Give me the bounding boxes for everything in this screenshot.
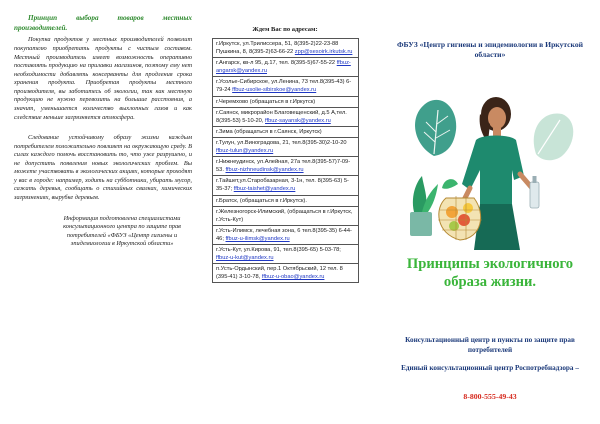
address-cell: [213, 206, 359, 225]
address-cell: [213, 195, 359, 206]
address-row: [213, 77, 359, 96]
monstera-leaf-right: [534, 113, 574, 160]
address-text: г.Усть-Илимск, лечебная зона, 6 тел.8(395-35) 6-44-46;: [216, 227, 352, 242]
address-cell: [213, 264, 359, 283]
address-row: [213, 58, 359, 77]
email-link[interactable]: ffbuz-angarsk@yandex.ru: [216, 60, 351, 75]
email-link[interactable]: ffbuz-u-obao@yandex.ru: [261, 274, 325, 281]
address-cell: [213, 39, 359, 58]
address-row: [213, 225, 359, 244]
address-cell: [213, 107, 359, 126]
email-link[interactable]: ffbuz-u-ilimsk@yandex.ru: [225, 235, 290, 242]
address-row: [213, 264, 359, 283]
address-table: [212, 38, 359, 283]
plant-pot: [410, 212, 432, 236]
organization-title: ФБУЗ «Центр гигиены и эпидемиологии в Иркутской области»: [396, 40, 584, 60]
address-row: [213, 39, 359, 58]
email-link[interactable]: ffbuz-taishet@yandex.ru: [233, 186, 296, 193]
address-row: [213, 195, 359, 206]
cover-panel: [380, 0, 600, 424]
hotline-phone[interactable]: 8-800-555-49-43: [463, 392, 517, 401]
unified-center-subtitle: Единый консультационный центр Роспотребнадзора –: [401, 364, 579, 372]
sustainable-lifestyle-paragraph: Следование устойчивому образу жизни каждым потребителем положительно повлияет на окружающую среду. В силах каждого помочь восстановить то, что уже разрушено, и не допустить появления новых экологических проблем. Вы можете участвовать в экологических акциях, которые проходят у вас в городе: например, ходить на субботники, убирать мусор, сажать деревья, сообщать о стихийных свалках, химических загрязнениях, вырубке деревьев.: [14, 134, 192, 201]
address-row: [213, 137, 359, 156]
address-text: г.Братск, (обращаться в г.Иркутск).: [216, 197, 307, 204]
address-text: г.Тайшет,ул.Старобазарная, 3-1н, тел. 8(395-63) 5-35-37;: [216, 178, 349, 193]
address-text: г.Саянск, микрорайон Благовещенский, д.5 А,тел. 8(395-53) 5-10-20,: [216, 109, 347, 124]
address-cell: [213, 157, 359, 176]
address-text: г.Зима (обращаться в г.Саянск, Иркутск): [216, 128, 322, 135]
woman-with-shopping-bag-illustration: [404, 84, 580, 252]
address-cell: [213, 96, 359, 107]
address-row: [213, 96, 359, 107]
email-link[interactable]: ffbuz-usolie-sibirskoe@yandex.ru: [232, 87, 317, 94]
consulting-center-subtitle: Консультационный центр и пункты по защите прав потребителей: [405, 336, 575, 354]
address-cell: [213, 176, 359, 195]
left-panel: [0, 0, 200, 424]
email-link[interactable]: ffbuz-u-kut@yandex.ru: [216, 255, 274, 262]
address-row: [213, 244, 359, 263]
address-row: [213, 176, 359, 195]
local-producers-paragraph: Покупка продуктов у местных производителей позволит покупателю приобретать продукты с чистым составом. Местный производитель имеет возможность оперативно поставлять продукцию на прилавки магазинов, поэтому ему нет необходимости добавлять консерванты для продления срока хранения продукта. Приобретая продукты местного производителя, вы заботитесь об экологии, так как местную продукцию не нужно перевозить на большие расстояния, а значит, уменьшается количество выхлопных газов и как следствие меньше загрязняется атмосфера.: [14, 36, 192, 121]
address-cell: [213, 77, 359, 96]
address-heading: Ждем Вас по адресам:: [252, 26, 318, 33]
email-link[interactable]: ffbuz-sayansk@yandex.ru: [265, 117, 331, 124]
shopping-bag-icon: [438, 196, 482, 240]
address-row: [213, 157, 359, 176]
glass-bottle-icon: [530, 176, 539, 208]
address-cell: [213, 137, 359, 156]
address-row: [213, 206, 359, 225]
address-text: г.Усть-Кут, ул.Кирова, 91, тел.8(395-65) 5-03-78;: [216, 246, 341, 253]
local-producers-heading: Принцип выбора товаров местных производителей.: [14, 14, 192, 32]
address-text: г.Иркутск, ул.Трилиссера, 51, 8(395-2)22-23-88 Пушкина, 8, 8(395-2)63-66-22: [216, 41, 339, 56]
address-cell: [213, 225, 359, 244]
address-row: [213, 126, 359, 137]
prepared-by-note: Информация подготовлена специалистами консультационного центра по защите прав потребителей «ФБУЗ «Центр гигиены и эпидемиологии в Иркутской области»: [63, 214, 181, 248]
address-text: г.Железногорск-Илимский, (обращаться в г.Иркутск, г.Усть-Кут): [216, 208, 353, 223]
monstera-leaf-left: [415, 100, 456, 156]
address-panel: [212, 0, 358, 424]
email-link[interactable]: ffbuz-tulun@yandex.ru: [216, 148, 274, 155]
address-cell: [213, 126, 359, 137]
address-text: г.Тулун, ул.Виноградова, 21, тел.8(395-30)2-10-20: [216, 139, 347, 146]
address-row: [213, 107, 359, 126]
email-link[interactable]: ffbuz-nizhneudinsk@yandex.ru: [225, 167, 304, 174]
address-text: п.Усть-Ордынский, пер.1 Октябрьский, 12 тел. 8 (395-41) 3-10-78,: [216, 266, 343, 281]
address-text: г.Черемхово (обращаться в г.Иркутск): [216, 98, 316, 105]
email-link[interactable]: zpp@sesoirk.irkutsk.ru: [294, 49, 353, 56]
address-text: г.Усолье-Сибирское, ул.Ленина, 73 тел.8(395-43) 6-79-24: [216, 79, 352, 94]
brochure-main-title: Принципы экологичного образа жизни.: [406, 256, 574, 290]
address-text: г.Ангарск, кв-л 95, д.17, тел. 8(395-5)67-55-22: [216, 60, 337, 67]
address-cell: [213, 58, 359, 77]
address-text: г.Нижнеудинск, ул.Алейная, 27а тел.8(395-57)7-09-53.: [216, 159, 351, 174]
address-cell: [213, 244, 359, 263]
